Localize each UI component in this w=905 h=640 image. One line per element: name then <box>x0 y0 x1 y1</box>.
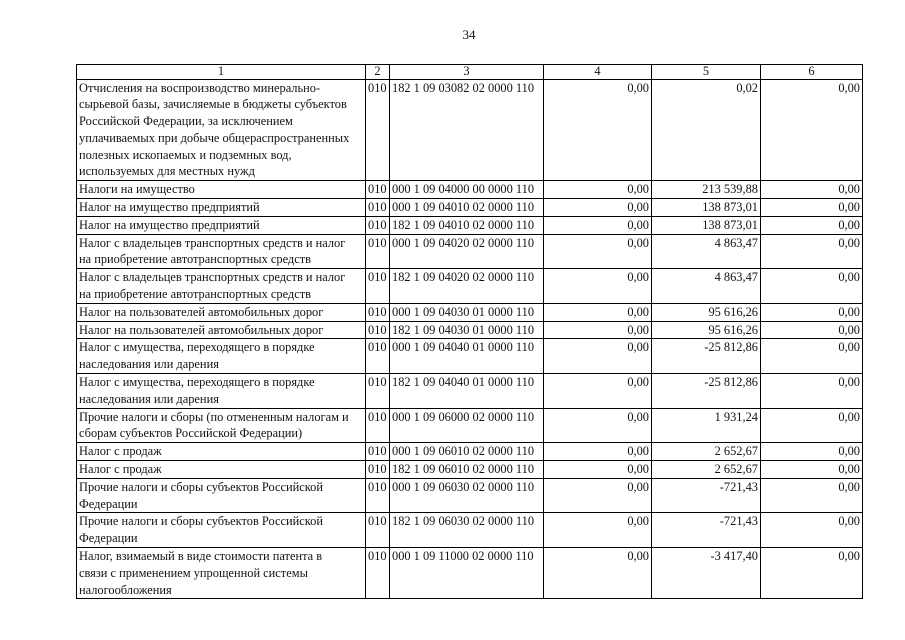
row-label-line: Налог с имущества, переходящего в порядке <box>79 375 315 390</box>
column-4-value-cell: 0,00 <box>544 339 652 374</box>
column-number-1: 1 <box>77 65 366 80</box>
column-number-3: 3 <box>390 65 544 80</box>
table-header <box>77 65 863 80</box>
row-label-line: Налог с продаж <box>79 444 162 459</box>
row-label-line: полезных ископаемых и подземных вод, <box>79 147 292 162</box>
row-label-cell <box>77 269 366 304</box>
row-label-line: Федерации <box>79 531 138 546</box>
column-4-value-cell: 0,00 <box>544 374 652 409</box>
row-label-line: сборам субъектов Российской Федерации) <box>79 426 303 441</box>
column-4-value-cell: 0,00 <box>544 478 652 513</box>
table-row <box>77 461 863 479</box>
row-label-line: Налог, взимаемый в виде стоимости патента в <box>79 549 323 564</box>
column-4-value-cell: 0,00 <box>544 79 652 181</box>
table-row <box>77 181 863 199</box>
row-label-line: наследования или дарения <box>79 357 219 372</box>
column-4-value-cell: 0,00 <box>544 461 652 479</box>
row-label-line: на приобретение автотранспортных средств <box>79 287 311 302</box>
column-6-value-cell: 0,00 <box>761 339 863 374</box>
row-label-cell <box>77 408 366 443</box>
line-code-cell: 010 <box>366 181 390 199</box>
line-code-cell: 010 <box>366 443 390 461</box>
row-label-line: сырьевой базы, зачисляемые в бюджеты субъектов <box>79 97 347 112</box>
line-code-cell: 010 <box>366 79 390 181</box>
column-6-value-cell: 0,00 <box>761 199 863 217</box>
classification-code-cell: 000 1 09 04020 02 0000 110 <box>390 234 544 269</box>
column-6-value-cell: 0,00 <box>761 181 863 199</box>
column-number-4: 4 <box>544 65 652 80</box>
line-code-cell: 010 <box>366 216 390 234</box>
row-label-cell <box>77 478 366 513</box>
row-label-cell <box>77 339 366 374</box>
row-label-line: Налог на имущество предприятий <box>79 217 260 232</box>
classification-code-cell: 000 1 09 06010 02 0000 110 <box>390 443 544 461</box>
column-5-value-cell: 138 873,01 <box>652 216 761 234</box>
classification-code-cell: 182 1 09 03082 02 0000 110 <box>390 79 544 181</box>
column-4-value-cell: 0,00 <box>544 303 652 321</box>
line-code-cell: 010 <box>366 408 390 443</box>
row-label-cell <box>77 199 366 217</box>
column-4-value-cell: 0,00 <box>544 321 652 339</box>
row-label-cell <box>77 216 366 234</box>
column-5-value-cell: 213 539,88 <box>652 181 761 199</box>
table-row <box>77 374 863 409</box>
classification-code-cell: 000 1 09 11000 02 0000 110 <box>390 548 544 599</box>
column-4-value-cell: 0,00 <box>544 443 652 461</box>
row-label-line: Налог с владельцев транспортных средств и налог <box>79 235 346 250</box>
row-label-cell <box>77 234 366 269</box>
column-6-value-cell: 0,00 <box>761 321 863 339</box>
column-5-value-cell: -25 812,86 <box>652 339 761 374</box>
table-row <box>77 303 863 321</box>
row-label-line: Налог с имущества, переходящего в порядке <box>79 340 315 355</box>
row-label-line: Налог с продаж <box>79 462 162 477</box>
table-row <box>77 199 863 217</box>
classification-code-cell: 182 1 09 04010 02 0000 110 <box>390 216 544 234</box>
row-label-line: Налоги на имущество <box>79 182 195 197</box>
row-label-line: Налог на пользователей автомобильных дорог <box>79 304 324 319</box>
column-number-2: 2 <box>366 65 390 80</box>
column-4-value-cell: 0,00 <box>544 181 652 199</box>
classification-code-cell: 182 1 09 04020 02 0000 110 <box>390 269 544 304</box>
column-4-value-cell: 0,00 <box>544 548 652 599</box>
line-code-cell: 010 <box>366 461 390 479</box>
column-6-value-cell: 0,00 <box>761 216 863 234</box>
column-6-value-cell: 0,00 <box>761 269 863 304</box>
column-6-value-cell: 0,00 <box>761 461 863 479</box>
classification-code-cell: 182 1 09 06030 02 0000 110 <box>390 513 544 548</box>
table-row <box>77 234 863 269</box>
table-row <box>77 321 863 339</box>
row-label-line: Прочие налоги и сборы субъектов Российской <box>79 479 323 494</box>
column-4-value-cell: 0,00 <box>544 234 652 269</box>
column-4-value-cell: 0,00 <box>544 269 652 304</box>
row-label-line: связи с применением упрощенной системы <box>79 565 308 580</box>
line-code-cell: 010 <box>366 199 390 217</box>
column-5-value-cell: 0,02 <box>652 79 761 181</box>
column-6-value-cell: 0,00 <box>761 234 863 269</box>
row-label-line: используемых для местных нужд <box>79 164 255 179</box>
line-code-cell: 010 <box>366 374 390 409</box>
column-5-value-cell: 95 616,26 <box>652 321 761 339</box>
table-row <box>77 216 863 234</box>
line-code-cell: 010 <box>366 339 390 374</box>
column-4-value-cell: 0,00 <box>544 216 652 234</box>
classification-code-cell: 000 1 09 04000 00 0000 110 <box>390 181 544 199</box>
row-label-cell <box>77 443 366 461</box>
row-label-line: наследования или дарения <box>79 391 219 406</box>
classification-code-cell: 000 1 09 04010 02 0000 110 <box>390 199 544 217</box>
column-number-5: 5 <box>652 65 761 80</box>
row-label-cell <box>77 513 366 548</box>
table-row <box>77 339 863 374</box>
column-4-value-cell: 0,00 <box>544 199 652 217</box>
table-row <box>77 513 863 548</box>
row-label-line: Налог на пользователей автомобильных дорог <box>79 322 324 337</box>
classification-code-cell: 000 1 09 04040 01 0000 110 <box>390 339 544 374</box>
classification-code-cell: 000 1 09 06000 02 0000 110 <box>390 408 544 443</box>
row-label-cell <box>77 303 366 321</box>
line-code-cell: 010 <box>366 478 390 513</box>
line-code-cell: 010 <box>366 548 390 599</box>
column-5-value-cell: 4 863,47 <box>652 269 761 304</box>
table-body <box>77 79 863 599</box>
column-6-value-cell: 0,00 <box>761 443 863 461</box>
budget-table <box>76 64 863 599</box>
table-row <box>77 269 863 304</box>
row-label-cell <box>77 374 366 409</box>
header-row <box>77 65 863 80</box>
column-6-value-cell: 0,00 <box>761 303 863 321</box>
column-6-value-cell: 0,00 <box>761 478 863 513</box>
column-4-value-cell: 0,00 <box>544 408 652 443</box>
row-label-line: Налог на имущество предприятий <box>79 200 260 215</box>
row-label-line: Отчисления на воспроизводство минерально- <box>79 80 321 95</box>
table-row <box>77 443 863 461</box>
column-5-value-cell: 95 616,26 <box>652 303 761 321</box>
table-row <box>77 548 863 599</box>
line-code-cell: 010 <box>366 234 390 269</box>
classification-code-cell: 182 1 09 06010 02 0000 110 <box>390 461 544 479</box>
row-label-line: Российской Федерации, за исключением <box>79 114 293 129</box>
row-label-line: Прочие налоги и сборы субъектов Российской <box>79 514 323 529</box>
row-label-cell <box>77 321 366 339</box>
column-5-value-cell: 2 652,67 <box>652 443 761 461</box>
column-number-6: 6 <box>761 65 863 80</box>
page-number: 34 <box>462 27 476 42</box>
column-5-value-cell: 1 931,24 <box>652 408 761 443</box>
column-5-value-cell: -721,43 <box>652 478 761 513</box>
column-6-value-cell: 0,00 <box>761 408 863 443</box>
row-label-line: Федерации <box>79 496 138 511</box>
column-5-value-cell: 2 652,67 <box>652 461 761 479</box>
column-5-value-cell: -721,43 <box>652 513 761 548</box>
row-label-line: Прочие налоги и сборы (по отмененным налогам и <box>79 409 349 424</box>
row-label-cell <box>77 181 366 199</box>
row-label-cell <box>77 461 366 479</box>
line-code-cell: 010 <box>366 269 390 304</box>
table-row <box>77 408 863 443</box>
row-label-line: Налог с владельцев транспортных средств и налог <box>79 270 346 285</box>
table-row <box>77 79 863 181</box>
column-5-value-cell: 138 873,01 <box>652 199 761 217</box>
column-6-value-cell: 0,00 <box>761 79 863 181</box>
row-label-line: налогообложения <box>79 582 172 597</box>
classification-code-cell: 000 1 09 06030 02 0000 110 <box>390 478 544 513</box>
column-4-value-cell: 0,00 <box>544 513 652 548</box>
column-5-value-cell: -25 812,86 <box>652 374 761 409</box>
row-label-line: уплачиваемых при добыче общераспространенных <box>79 130 350 145</box>
table-row <box>77 478 863 513</box>
line-code-cell: 010 <box>366 303 390 321</box>
classification-code-cell: 182 1 09 04030 01 0000 110 <box>390 321 544 339</box>
column-6-value-cell: 0,00 <box>761 374 863 409</box>
column-5-value-cell: 4 863,47 <box>652 234 761 269</box>
classification-code-cell: 000 1 09 04030 01 0000 110 <box>390 303 544 321</box>
row-label-cell <box>77 548 366 599</box>
column-6-value-cell: 0,00 <box>761 513 863 548</box>
row-label-line: на приобретение автотранспортных средств <box>79 252 311 267</box>
classification-code-cell: 182 1 09 04040 01 0000 110 <box>390 374 544 409</box>
row-label-cell <box>77 79 366 181</box>
column-5-value-cell: -3 417,40 <box>652 548 761 599</box>
line-code-cell: 010 <box>366 321 390 339</box>
line-code-cell: 010 <box>366 513 390 548</box>
column-6-value-cell: 0,00 <box>761 548 863 599</box>
